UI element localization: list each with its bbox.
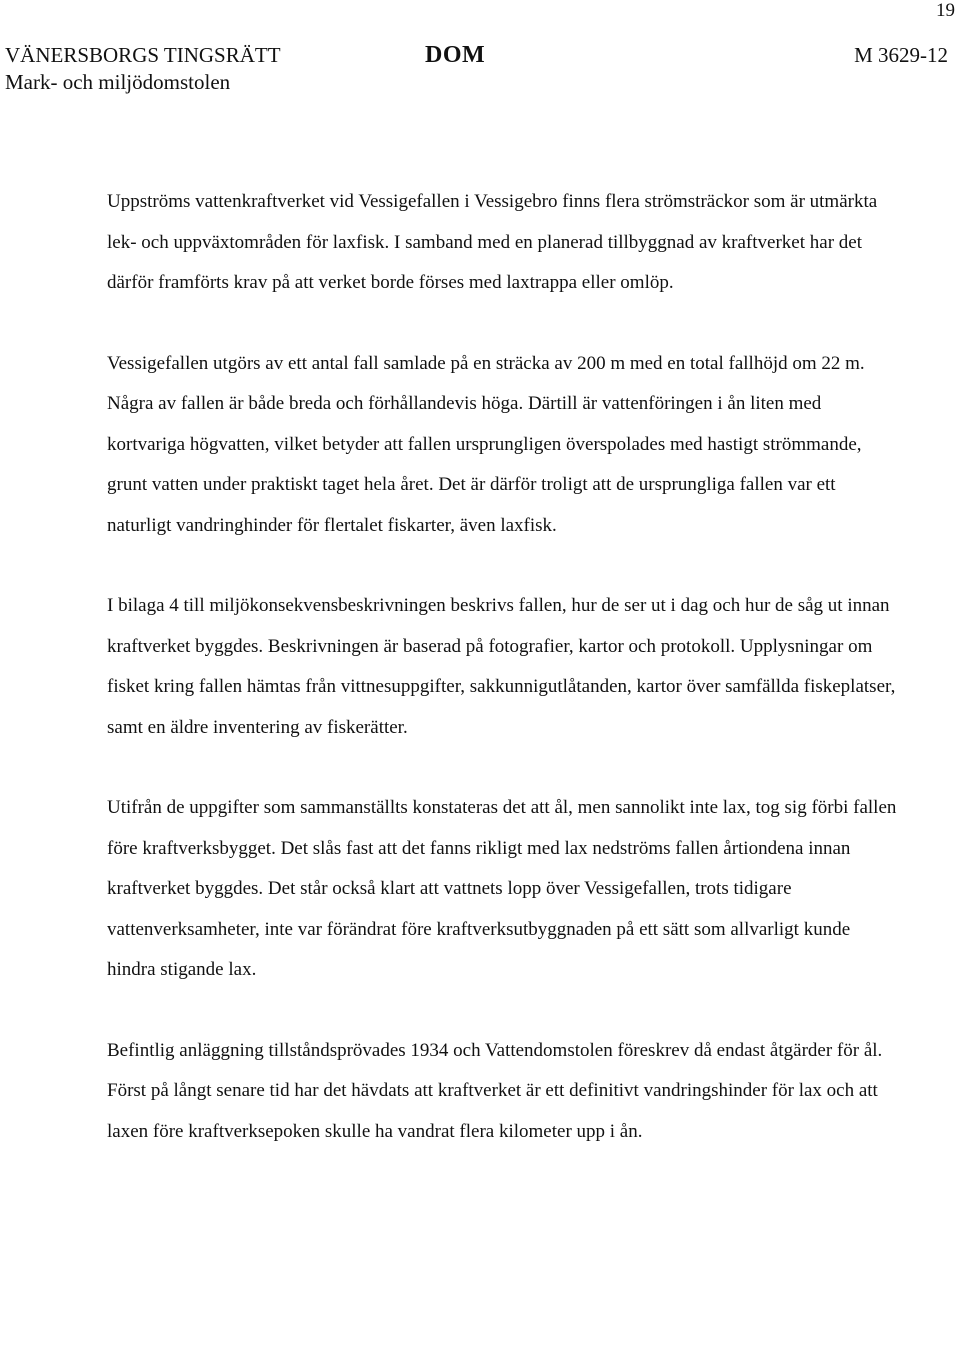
document-body bbox=[107, 182, 897, 1152]
paragraph: Utifrån de uppgifter som sammanställts konstateras det att ål, men sannolikt inte lax, tog sig förbi fallen före kraftverksbygget. Det slås fast att det fanns rikligt med lax nedströms fallen årtiondena innan kraftverket byggdes. Det står också klart att vattnets lopp över Vessigefallen, trots tidigare vattenverksamheter, inte var förändrat före kraftverksutbyggnaden på ett sätt som allvarligt kunde hindra stigande lax. bbox=[107, 797, 897, 980]
court-info bbox=[5, 42, 281, 96]
case-number: M 3629-12 bbox=[854, 43, 948, 67]
paragraph: I bilaga 4 till miljökonsekvensbeskrivningen beskrivs fallen, hur de ser ut i dag och hur de såg ut innan kraftverket byggdes. Beskrivningen är baserad på fotografier, kartor och protokoll. Upplysningar om fisket kring fallen hämtas från vittnesuppgifter, sakkunnigutlåtanden, kartor över samfällda fiskeplatser, samt en äldre inventering av fiskerätter. bbox=[107, 595, 896, 738]
paragraph: Uppströms vattenkraftverket vid Vessigefallen i Vessigebro finns flera strömsträckor som är utmärkta lek- och uppväxtområden för laxfisk. I samband med en planerad tillbyggnad av kraftverket har det därför framförts krav på att verket borde förses med laxtrappa eller omlöp. bbox=[107, 191, 878, 293]
court-division: Mark- och miljödomstolen bbox=[5, 70, 231, 94]
paragraph: Befintlig anläggning tillståndsprövades 1934 och Vattendomstolen föreskrev då endast åtgärder för ål. Först på långt senare tid har det hävdats att kraftverket är ett definitivt vandringshinder för lax och att laxen före kraftverksepoken skulle ha vandrat flera kilometer upp i ån. bbox=[107, 1039, 883, 1142]
court-name: VÄNERSBORGS TINGSRÄTT bbox=[5, 43, 281, 67]
page-number: 19 bbox=[936, 0, 955, 21]
paragraph: Vessigefallen utgörs av ett antal fall samlade på en sträcka av 200 m med en total fallhöjd om 22 m. Några av fallen är både breda och förhållandevis höga. Därtill är vattenföringen i ån liten med kortvariga högvatten, vilket betyder att fallen ursprungligen överspolades med hastigt strömmande, grunt vatten under praktiskt taget hela året. Det är därför troligt att de ursprungliga fallen var ett naturligt vandringhinder för flertalet fiskarter, även laxfisk. bbox=[107, 352, 865, 536]
document-header bbox=[5, 42, 948, 98]
document-type: DOM bbox=[425, 42, 486, 68]
